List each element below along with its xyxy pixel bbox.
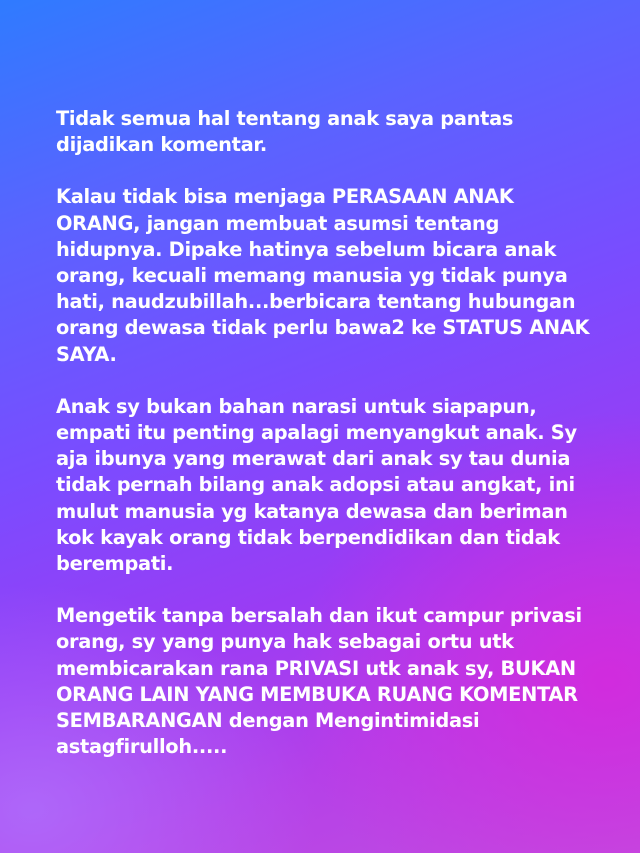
text-line: orang, sy yang punya hak sebagai ortu utk (56, 630, 514, 654)
story-text-block (56, 106, 616, 760)
text-line: astagfirulloh..... (56, 735, 228, 759)
text-line: aja ibunya yang merawat dari anak sy tau dunia (56, 447, 571, 471)
text-line: empati itu penting apalagi menyangkut anak. Sy (56, 421, 577, 445)
text-line: membicarakan rana PRIVASI utk anak sy, BUKAN (56, 656, 576, 680)
text-line: tidak pernah bilang anak adopsi atau angkat, ini (56, 473, 575, 497)
text-line: SAYA. (56, 342, 117, 366)
text-line: hidupnya. Dipake hatinya sebelum bicara anak (56, 237, 557, 261)
text-line: berempati. (56, 552, 174, 576)
text-line: Tidak semua hal tentang anak saya pantas (56, 107, 514, 130)
story-paragraph-1 (56, 106, 616, 158)
text-line: SEMBARANGAN dengan Mengintimidasi (56, 709, 480, 733)
text-line: kok kayak orang tidak berpendidikan dan tidak (56, 525, 560, 549)
story-paragraph-2 (56, 184, 616, 367)
text-line: dijadikan komentar. (56, 133, 267, 157)
story-paragraph-4 (56, 603, 616, 760)
text-line: Kalau tidak bisa menjaga PERASAAN ANAK (56, 185, 514, 209)
text-line: orang, kecuali memang manusia yg tidak punya (56, 264, 568, 288)
text-line: orang dewasa tidak perlu bawa2 ke STATUS ANAK (56, 316, 590, 340)
text-line: hati, naudzubillah...berbicara tentang hubungan (56, 290, 576, 314)
text-line: ORANG, jangan membuat asumsi tentang (56, 211, 500, 235)
story-paragraph-3 (56, 394, 616, 577)
text-line: ORANG LAIN YANG MEMBUKA RUANG KOMENTAR (56, 682, 578, 706)
text-line: Mengetik tanpa bersalah dan ikut campur privasi (56, 604, 582, 628)
text-line: mulut manusia yg katanya dewasa dan beriman (56, 499, 568, 523)
text-line: Anak sy bukan bahan narasi untuk siapapun, (56, 394, 537, 418)
